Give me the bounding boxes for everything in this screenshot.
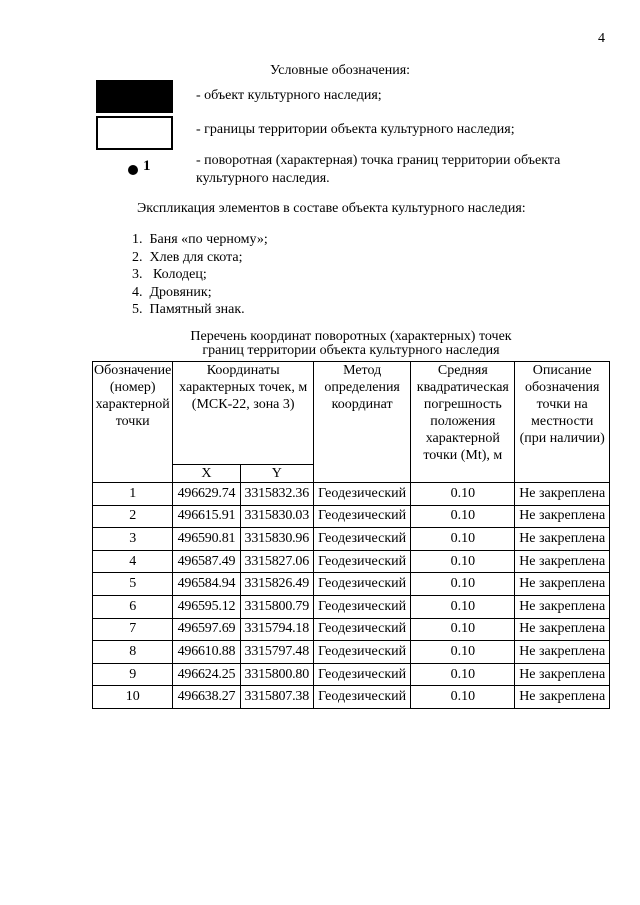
cell-x: 496590.81	[173, 528, 240, 551]
cell-error: 0.10	[411, 573, 515, 596]
cell-y: 3315807.38	[240, 686, 313, 709]
table-row	[93, 641, 610, 664]
table-row	[93, 686, 610, 709]
legend-item-text: - границы территории объекта культурного наследия;	[196, 122, 515, 137]
cell-x: 496610.88	[173, 641, 240, 664]
table-row	[93, 573, 610, 596]
cell-error: 0.10	[411, 550, 515, 573]
cell-error: 0.10	[411, 686, 515, 709]
header-y: Y	[240, 465, 313, 483]
table-row	[93, 505, 610, 528]
legend-title: Условные обозначения:	[270, 63, 411, 78]
cell-error: 0.10	[411, 618, 515, 641]
legend-outlined-rectangle-icon	[96, 116, 173, 150]
table-row	[93, 663, 610, 686]
list-item: 5. Памятный знак.	[132, 302, 245, 317]
cell-method: Геодезический	[314, 595, 411, 618]
cell-method: Геодезический	[314, 505, 411, 528]
cell-x: 496624.25	[173, 663, 240, 686]
page-number: 4	[598, 31, 605, 46]
header-coordinates: Координаты характерных точек, м (МСК-22, зона 3)	[173, 362, 314, 465]
table-row	[93, 528, 610, 551]
table-title	[92, 330, 610, 358]
cell-y: 3315827.06	[240, 550, 313, 573]
cell-description: Не закреплена	[515, 641, 610, 664]
cell-x: 496615.91	[173, 505, 240, 528]
header-error: Средняя квадратическая погрешность положения характерной точки (Mt), м	[411, 362, 515, 483]
cell-y: 3315826.49	[240, 573, 313, 596]
table-row	[93, 550, 610, 573]
cell-description: Не закреплена	[515, 528, 610, 551]
cell-x: 496595.12	[173, 595, 240, 618]
cell-number: 7	[93, 618, 173, 641]
cell-number: 9	[93, 663, 173, 686]
legend-filled-rectangle-icon	[96, 80, 173, 113]
cell-description: Не закреплена	[515, 505, 610, 528]
explication-list	[132, 231, 268, 319]
legend-point-dot-icon	[128, 165, 138, 175]
cell-method: Геодезический	[314, 618, 411, 641]
cell-number: 8	[93, 641, 173, 664]
cell-method: Геодезический	[314, 483, 411, 506]
cell-x: 496638.27	[173, 686, 240, 709]
cell-error: 0.10	[411, 595, 515, 618]
table-title-line1: Перечень координат поворотных (характерных) точек	[190, 329, 512, 344]
cell-method: Геодезический	[314, 641, 411, 664]
list-item: 2. Хлев для скота;	[132, 249, 243, 265]
cell-x: 496584.94	[173, 573, 240, 596]
cell-method: Геодезический	[314, 573, 411, 596]
cell-description: Не закреплена	[515, 686, 610, 709]
cell-description: Не закреплена	[515, 483, 610, 506]
cell-number: 6	[93, 595, 173, 618]
cell-description: Не закреплена	[515, 595, 610, 618]
cell-error: 0.10	[411, 663, 515, 686]
explication-title: Экспликация элементов в составе объекта культурного наследия:	[137, 201, 526, 216]
cell-number: 2	[93, 505, 173, 528]
cell-y: 3315830.96	[240, 528, 313, 551]
cell-y: 3315830.03	[240, 505, 313, 528]
cell-x: 496597.69	[173, 618, 240, 641]
list-item: 4. Дровяник;	[132, 284, 212, 300]
cell-number: 10	[93, 686, 173, 709]
cell-y: 3315800.79	[240, 595, 313, 618]
header-point-number: Обозначение (номер) характерной точки	[93, 362, 173, 483]
legend-item-text: - объект культурного наследия;	[196, 88, 382, 103]
cell-method: Геодезический	[314, 686, 411, 709]
cell-error: 0.10	[411, 505, 515, 528]
header-method: Метод определения координат	[314, 362, 411, 483]
cell-method: Геодезический	[314, 528, 411, 551]
list-item: 1. Баня «по черному»;	[132, 232, 268, 247]
table-row	[93, 483, 610, 506]
cell-y: 3315794.18	[240, 618, 313, 641]
cell-y: 3315797.48	[240, 641, 313, 664]
cell-number: 1	[93, 483, 173, 506]
cell-x: 496629.74	[173, 483, 240, 506]
cell-number: 4	[93, 550, 173, 573]
cell-number: 3	[93, 528, 173, 551]
cell-error: 0.10	[411, 528, 515, 551]
table-row	[93, 618, 610, 641]
cell-description: Не закреплена	[515, 618, 610, 641]
cell-method: Геодезический	[314, 663, 411, 686]
cell-error: 0.10	[411, 641, 515, 664]
cell-description: Не закреплена	[515, 550, 610, 573]
cell-x: 496587.49	[173, 550, 240, 573]
legend-item-text: - поворотная (характерная) точка границ территории объекта культурного наследия.	[196, 153, 561, 186]
cell-error: 0.10	[411, 483, 515, 506]
cell-description: Не закреплена	[515, 663, 610, 686]
header-x: X	[173, 465, 240, 483]
table-row	[93, 595, 610, 618]
cell-y: 3315832.36	[240, 483, 313, 506]
coordinates-table	[92, 361, 610, 709]
cell-number: 5	[93, 573, 173, 596]
cell-method: Геодезический	[314, 550, 411, 573]
header-description: Описание обозначения точки на местности (при наличии)	[515, 362, 610, 483]
list-item: 3. Колодец;	[132, 267, 207, 282]
table-title-line2: границ территории объекта культурного наследия	[202, 343, 500, 358]
cell-description: Не закреплена	[515, 573, 610, 596]
cell-y: 3315800.80	[240, 663, 313, 686]
legend-point-label: 1	[143, 158, 151, 174]
